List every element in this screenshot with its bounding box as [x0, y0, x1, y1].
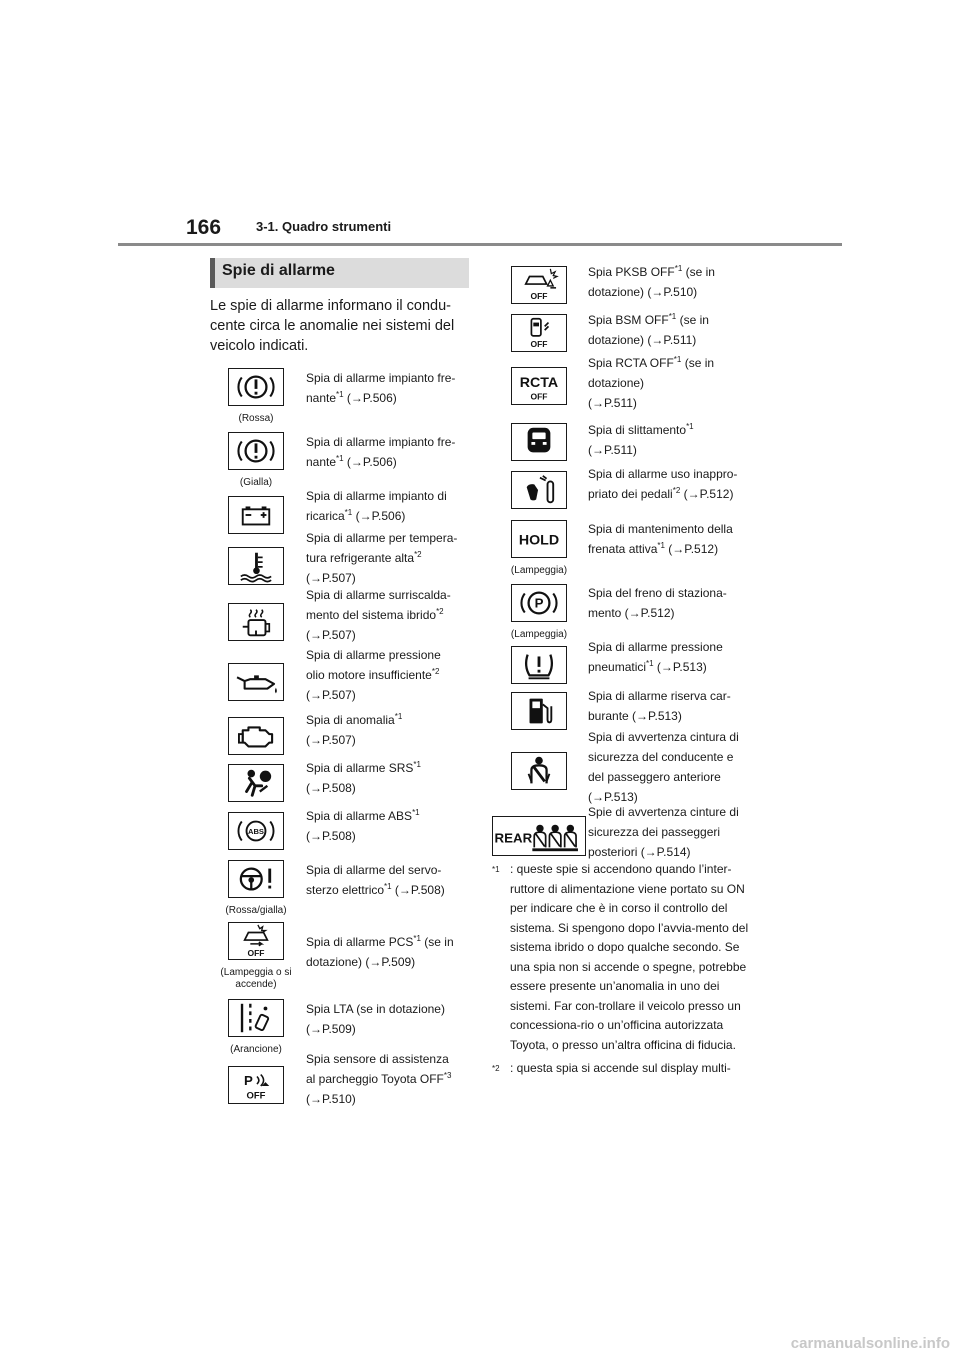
header-rule: [118, 243, 842, 246]
oil-pressure-icon: [228, 663, 284, 701]
warning-description: Spia di allarme ABS$^{*1}$ (→P.508): [306, 808, 420, 843]
warning-description: Spia di allarme impianto fre- nante$^{*1}$ (→P.506): [306, 371, 456, 405]
warning-description: Spia di allarme pressione pneumatici$^{*1}$ (→P.513): [588, 640, 723, 674]
warning-description: Spia di allarme SRS$^{*1}$ (→P.508): [306, 760, 421, 795]
icon-caption: (Rossa/gialla): [225, 905, 287, 916]
warning-description: Spia di allarme del servo- sterzo elettrico$^{*1}$ (→P.508): [306, 863, 445, 897]
warning-description: Spia PKSB OFF$^{*1}$ (se in dotazione) (→P.510): [588, 264, 715, 299]
warning-description: Spia di anomalia$^{*1}$ (→P.507): [306, 712, 403, 747]
hold-icon: [511, 520, 567, 558]
icon-caption: (Rossa): [238, 413, 274, 424]
section-title: 3-1. Quadro strumenti: [256, 219, 392, 234]
icon-caption: (Lampeggia): [510, 629, 568, 640]
icon-caption: (Gialla): [239, 477, 273, 488]
bsm-off-icon: [511, 314, 567, 352]
fuel-icon: [511, 692, 567, 730]
svg-text:OFF: OFF: [530, 291, 548, 302]
svg-text:P: P: [243, 1073, 253, 1088]
footnote: [492, 1059, 762, 1079]
coolant-temp-icon: [228, 547, 284, 585]
footnote-text: : queste spie si accendono quando l’inter-ruttore di alimentazione viene portato su ON per indicare che è in corso il controllo del sistema. Si spengono dopo l’avvia-mento del sistema ibrido o dopo qualche secondo. Se una spia non si accende o spegne, potrebbe essere presente un’anomalia in uno dei sistemi. Far con-trollare il veicolo presso un concessiona-rio o un’officina autorizzata Toyota, o presso un’altra officina di fiducia.: [510, 862, 749, 1052]
abs-icon: [228, 812, 284, 850]
svg-text:REAR: REAR: [494, 830, 533, 846]
warning-description: Spia sensore di assistenza al parcheggio Toyota OFF$^{*3}$ (→P.510): [306, 1052, 452, 1106]
brake-warning-icon: [228, 368, 284, 406]
brake-warning-icon: [228, 432, 284, 470]
footnote-marker: *2: [492, 1064, 500, 1073]
warning-description: Spia di allarme per tempera- tura refrigerante alta$^{*2}$ (→P.507): [306, 531, 458, 585]
footnote-text: : questa spia si accende sul display multi-: [510, 1061, 731, 1075]
warning-description: Spia di allarme PCS$^{*1}$ (se in dotazione) (→P.509): [306, 934, 454, 969]
warning-description: Spia RCTA OFF$^{*1}$ (se in dotazione) (→P.511): [588, 355, 715, 410]
svg-text:P: P: [534, 595, 544, 611]
icon-caption: (Lampeggia): [510, 565, 568, 576]
parking-sensor-off-icon: [228, 1066, 284, 1104]
watermark: carmanualsonline.info: [790, 1335, 950, 1352]
svg-text:OFF: OFF: [246, 1090, 266, 1102]
slip-icon: [511, 423, 567, 461]
svg-text:RCTA: RCTA: [519, 374, 559, 391]
rcta-off-icon: [511, 367, 567, 405]
eps-icon: [228, 860, 284, 898]
footnote-marker: *1: [492, 865, 500, 874]
battery-icon: [228, 496, 284, 534]
warning-description: Spia di allarme surriscalda- mento del sistema ibrido$^{*2}$ (→P.507): [306, 588, 451, 642]
svg-text:OFF: OFF: [530, 391, 548, 402]
warning-description: Spia BSM OFF$^{*1}$ (se in dotazione) (→P.511): [588, 312, 709, 347]
pksb-off-icon: [511, 266, 567, 304]
warning-description: Spia di allarme pressione olio motore insufficiente$^{*2}$ (→P.507): [306, 648, 441, 702]
svg-text:OFF: OFF: [247, 948, 265, 959]
icon-caption: (Arancione): [230, 1044, 282, 1055]
warning-description: Spia di allarme impianto fre- nante$^{*1}$ (→P.506): [306, 435, 456, 469]
warning-description: Spia di mantenimento della frenata attiva$^{*1}$ (→P.512): [588, 522, 733, 556]
section-heading: Spie di allarme: [210, 258, 469, 288]
parking-brake-icon: [511, 584, 567, 622]
page-number: 166: [186, 216, 222, 239]
lta-icon: [228, 999, 284, 1037]
tire-pressure-icon: [511, 646, 567, 684]
warning-description: Spia di allarme riserva car- burante (→P.513): [588, 689, 731, 723]
pcs-off-icon: [228, 922, 284, 960]
warning-description: Spie di avvertenza cinture di sicurezza dei passeggeri posteriori (→P.514): [588, 805, 739, 859]
check-engine-icon: [228, 717, 284, 755]
srs-airbag-icon: [228, 764, 284, 802]
svg-text:OFF: OFF: [530, 339, 548, 350]
warning-description: Spia di allarme uso inappro- priato dei pedali$^{*2}$ (→P.512): [588, 467, 738, 501]
warning-description: Spia LTA (se in dotazione) (→P.509): [306, 1002, 445, 1036]
warning-description: Spia di allarme impianto di ricarica$^{*1}$ (→P.506): [306, 489, 447, 523]
warning-description: Spia di slittamento$^{*1}$ (→P.511): [588, 422, 694, 457]
hybrid-overheat-icon: [228, 603, 284, 641]
rear-seatbelt-icon: [492, 816, 586, 856]
warning-description: Spia del freno di staziona- mento (→P.512): [588, 586, 727, 620]
footnote: [492, 860, 762, 1055]
pedal-misuse-icon: [511, 471, 567, 509]
footnotes: [492, 860, 762, 1079]
intro-line: Le spie di allarme informano il condu-cente circa le anomalie nei sistemi del veicolo indicati.: [210, 298, 455, 354]
warning-description: Spia di avvertenza cintura di sicurezza del conducente e del passeggero anteriore (→P.513): [588, 730, 739, 804]
intro-text: [210, 296, 472, 356]
icon-caption: (Lampeggia o si accende): [220, 967, 292, 990]
svg-text:ABS: ABS: [248, 826, 264, 836]
svg-text:HOLD: HOLD: [518, 532, 560, 549]
seatbelt-icon: [511, 752, 567, 790]
